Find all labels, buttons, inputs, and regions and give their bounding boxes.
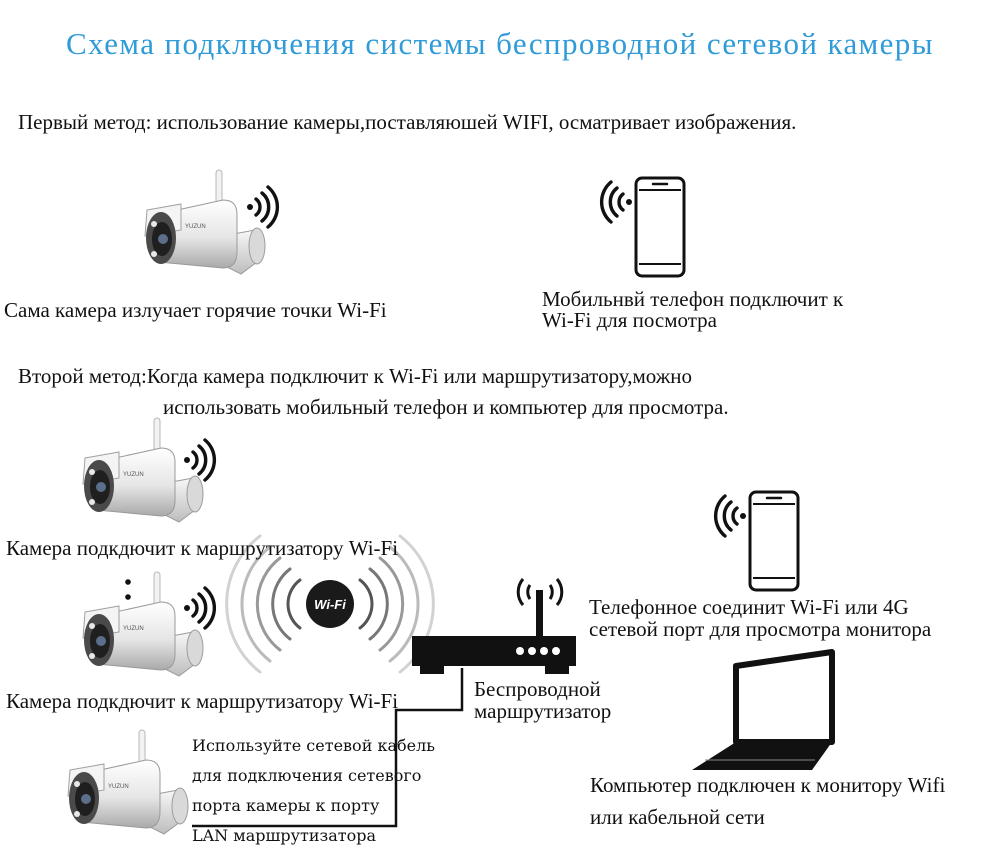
camera-caption: Сама камера излучает горячие точки Wi-Fi xyxy=(4,298,387,322)
camera-icon xyxy=(83,418,203,522)
camera-icon xyxy=(145,170,265,274)
phone2-caption-line2: сетевой порт для просмотра монитора xyxy=(589,617,932,641)
method2-line1: Второй метод:Когда камера подключит к Wi-Fi или маршрутизатору,можно xyxy=(18,364,692,388)
pc-caption-line1: Компьютер подключен к монитору Wifi xyxy=(590,773,946,797)
router-label-line1: Беспроводной xyxy=(474,677,601,701)
page-title: Схема подключения системы беспроводной сетевой камеры xyxy=(66,26,934,61)
camera-icon xyxy=(83,572,203,676)
wifi-signal-icon xyxy=(247,187,277,227)
wifi-badge-label: Wi-Fi xyxy=(314,597,346,612)
camera1-caption: Камера подкдючит к маршрутизатору Wi-Fi xyxy=(6,536,399,560)
phone-caption-line2: Wi-Fi для посмотра xyxy=(542,308,717,332)
router-label-line2: маршрутизатор xyxy=(474,699,612,723)
wifi-signal-icon xyxy=(184,440,214,480)
laptop-icon xyxy=(692,652,832,770)
method1-text: Первый метод: использование камеры,поставляюшей WIFI, осматривает изображения. xyxy=(18,110,797,134)
wifi-signal-icon xyxy=(602,182,632,222)
smartphone-icon xyxy=(636,178,684,276)
smartphone-icon xyxy=(750,492,798,590)
cable-note-line1: Используйте сетевой кабель xyxy=(192,736,435,755)
cable-note-line3: порта камеры к порту xyxy=(192,796,380,815)
wifi-signal-icon xyxy=(716,496,746,536)
router-icon xyxy=(412,579,576,674)
phone2-caption-line1: Телефонное соединит Wi-Fi или 4G xyxy=(589,595,909,619)
pc-caption-line2: или кабельной сети xyxy=(590,805,765,829)
diagram-graphics: YUZUN Wi-Fi xyxy=(0,0,1000,857)
wifi-signal-icon xyxy=(184,588,214,628)
cable-note-line2: для подключения сетевого xyxy=(192,766,422,785)
phone-caption-line1: Мобильнвй телефон подключит к xyxy=(542,287,844,311)
method2-line2: использовать мобильный телефон и компьютер для просмотра. xyxy=(163,395,729,419)
camera-icon xyxy=(68,730,188,834)
camera2-caption: Камера подкдючит к маршрутизатору Wi-Fi xyxy=(6,689,399,713)
cable-note-line4: LAN маршрутизатора xyxy=(192,826,377,845)
